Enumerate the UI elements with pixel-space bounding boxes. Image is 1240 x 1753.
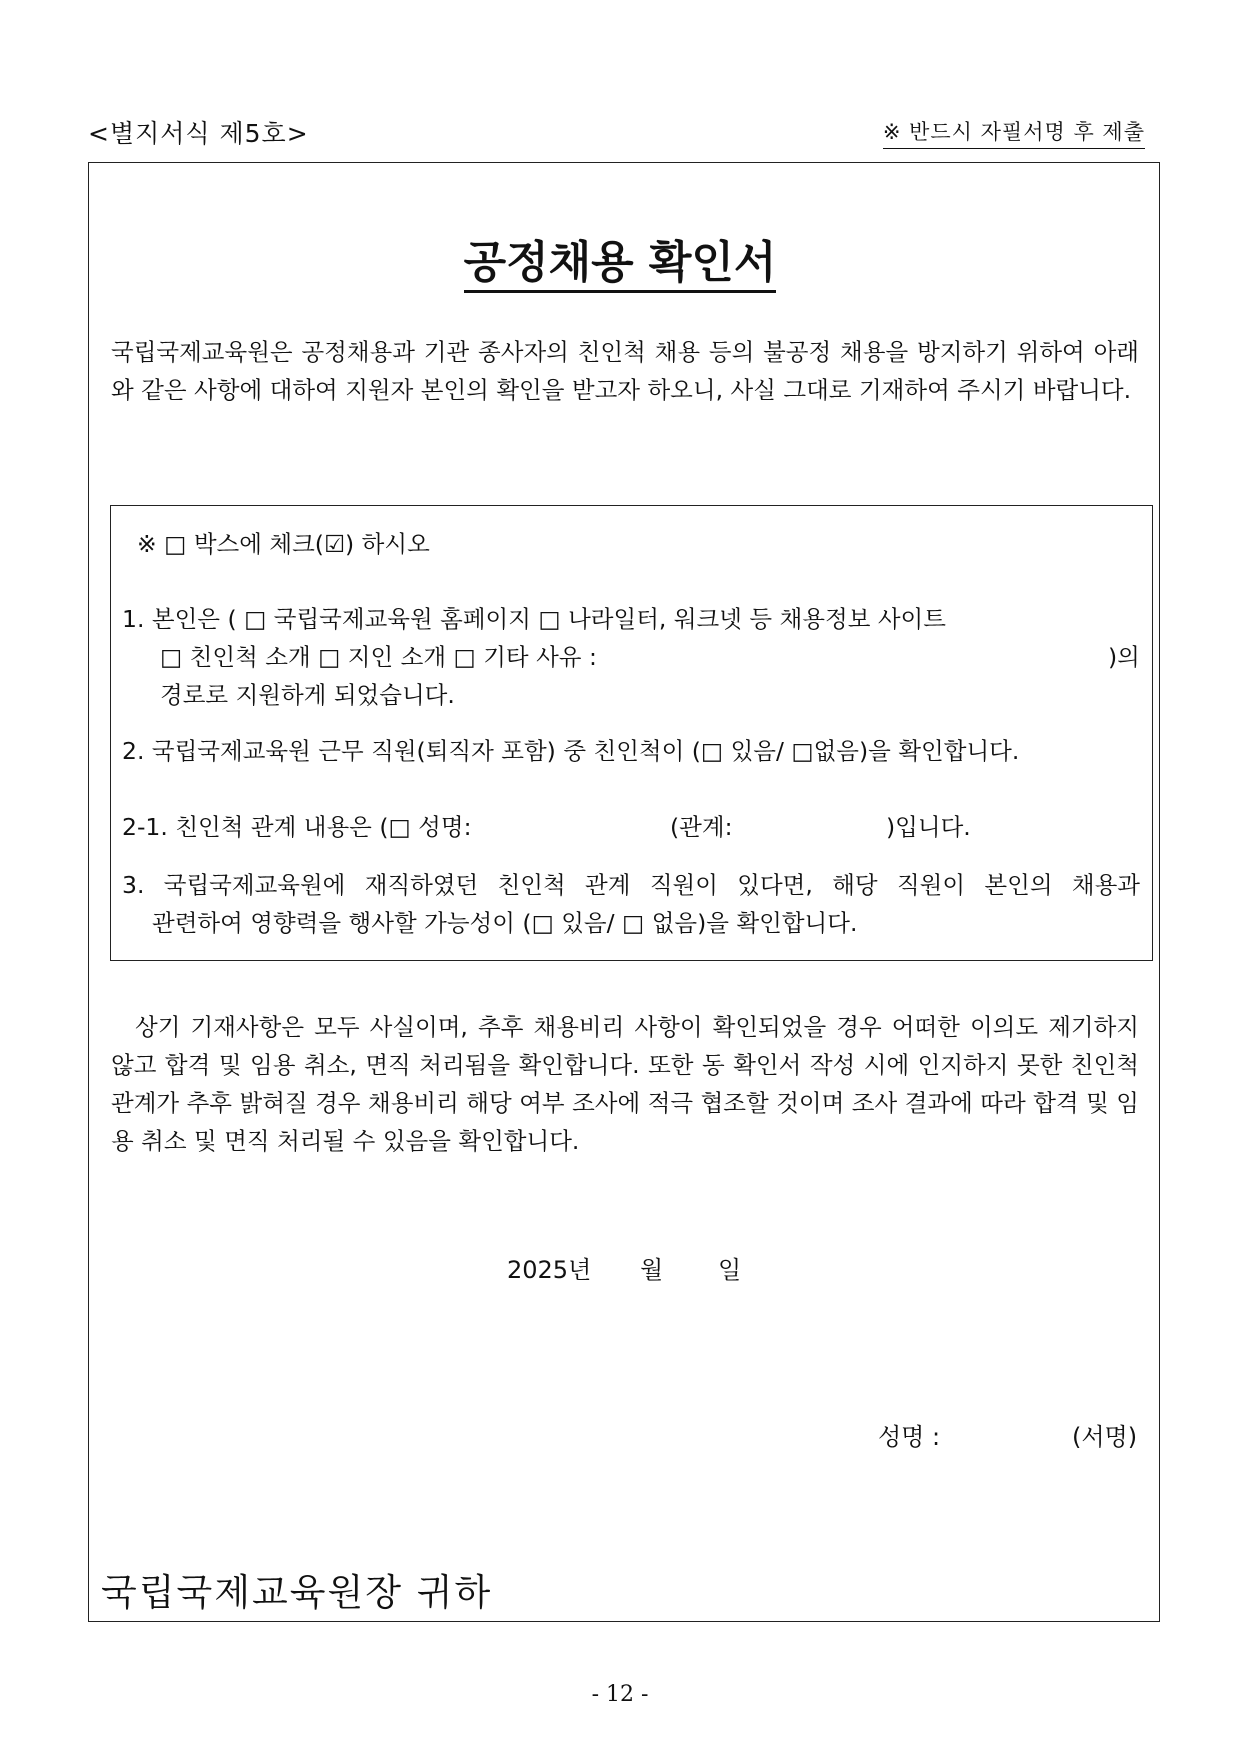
signature-notice: ※ 반드시 자필서명 후 제출 — [883, 116, 1145, 149]
date-day: 일 — [718, 1256, 742, 1284]
pledge-paragraph — [111, 1008, 1139, 1160]
signature-mark: (서명) — [1072, 1423, 1138, 1451]
intro-paragraph: 국립국제교육원은 공정채용과 기관 종사자의 친인척 채용 등의 불공정 채용을 방지하기 위하여 아래와 같은 사항에 대하여 지원자 본인의 확인을 받고자 하오니, 사실 그대로 기재하여 주시기 바랍니다. — [111, 338, 1139, 404]
document-title-text: 공정채용 확인서 — [464, 237, 777, 293]
question-1-line-3: 경로로 지원하게 되었습니다. — [160, 681, 455, 709]
pledge-text: 상기 기재사항은 모두 사실이며, 추후 채용비리 사항이 확인되었을 경우 어떠한 이의도 제기하지 않고 합격 및 임용 취소, 면직 처리됨을 확인합니다. 또한 동 확인서 작성 시에 인지하지 못한 친인척 관계가 추후 밝혀질 경우 채용비리 해당 여부 조사에 적극 협조할 것이며 조사 결과에 따라 합격 및 임용 취소 및 면직 처리될 수 있음을 확인합니다. — [111, 1013, 1139, 1155]
addressee: 국립국제교육원장 귀하 — [101, 1571, 493, 1614]
question-1-close: )의 — [1108, 643, 1140, 671]
question-3-line-1: 3. 국립국제교육원에 재직하였던 친인척 관계 직원이 있다면, 해당 직원이 본인의 채용과 — [122, 871, 1140, 899]
signature-name-label: 성명 : — [878, 1423, 941, 1451]
question-2: 2. 국립국제교육원 근무 직원(퇴직자 포함) 중 친인척이 (□ 있음/ □없음)을 확인합니다. — [122, 737, 1020, 765]
page-number: - 12 - — [591, 1682, 649, 1707]
date-year: 2025년 — [507, 1256, 592, 1284]
form-number-label: <별지서식 제5호> — [88, 119, 309, 148]
question-1-line-2: □ 친인척 소개 □ 지인 소개 □ 기타 사유 : — [160, 643, 597, 671]
question-1-line-1: 1. 본인은 ( □ 국립국제교육원 홈페이지 □ 나라일터, 워크넷 등 채용정보 사이트 — [122, 605, 946, 633]
date-month: 월 — [640, 1256, 664, 1284]
question-2-1-close: )입니다. — [886, 813, 971, 841]
document-title — [0, 226, 1240, 290]
checklist-instruction: ※ □ 박스에 체크(☑) 하시오 — [137, 530, 430, 558]
question-2-1: 2-1. 친인척 관계 내용은 (□ 성명: — [122, 813, 472, 841]
question-2-1-relation: (관계: — [670, 813, 733, 841]
question-3-line-2: 관련하여 영향력을 행사할 가능성이 (□ 있음/ □ 없음)을 확인합니다. — [152, 909, 858, 937]
